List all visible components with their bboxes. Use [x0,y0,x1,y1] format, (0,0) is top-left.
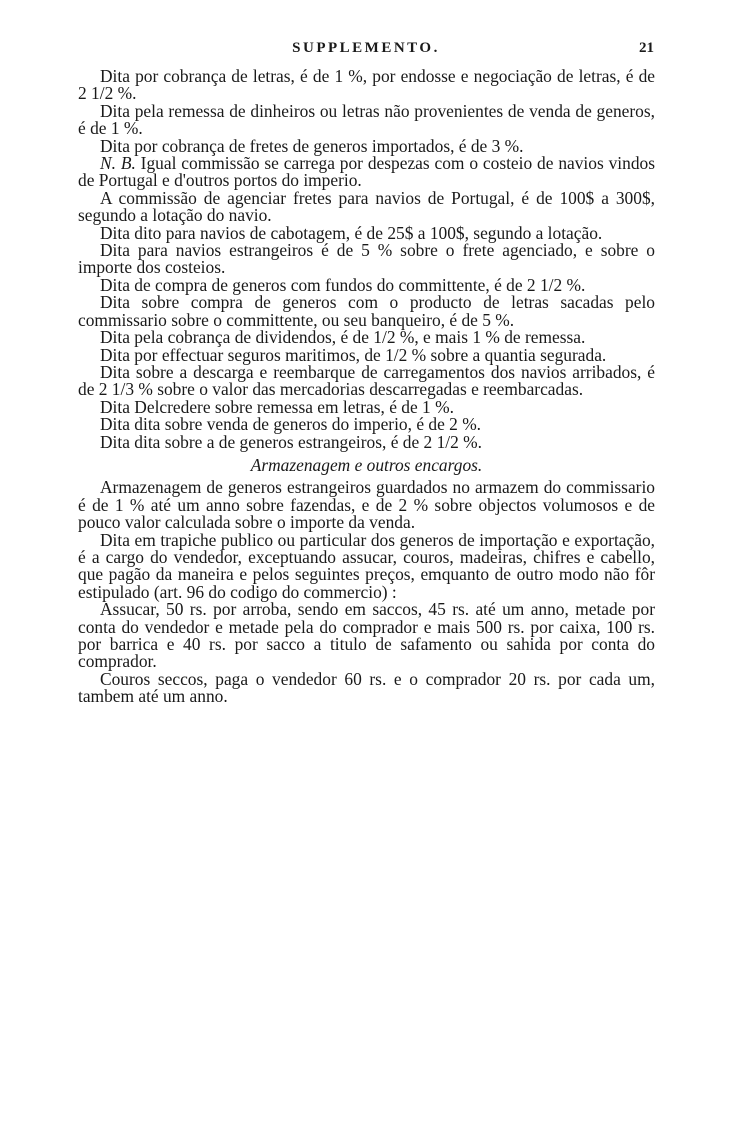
paragraph: Armazenagem de generos estrangeiros guardados no armazem do commissario é de 1 % até um anno sobre fazendas, e de 2 % sobre objectos volumosos e de pouco valor calculada sobre o importe da venda. [78,477,655,533]
paragraph: Couros seccos, paga o vendedor 60 rs. e o comprador 20 rs. por cada um, tambem até um anno. [78,668,655,707]
paragraph: Dita dita sobre a de generos estrangeiros, é de 2 1/2 %. [100,431,482,452]
paragraph: Dita em trapiche publico ou particular dos generos de importação e exportação, é a cargo do vendedor, exceptuando assucar, couros, madeiras, chifres e cabello, que pagão da maneira e pelos seguintes preços, emquanto de outro modo não fôr estipulado (art. 96 do codigo do commercio) : [78,529,655,602]
paragraph: A commissão de agenciar fretes para navios de Portugal, é de 100$ a 300$, segundo a lotação do navio. [78,187,655,226]
paragraph: Assucar, 50 rs. por arroba, sendo em saccos, 45 rs. até um anno, metade por conta do vendedor e metade pela do comprador e mais 500 rs. por caixa, 100 rs. por barrica e 40 rs. por sacco a titulo de safamento ou sahida por conta do comprador. [78,599,655,672]
note-label: N. B. [100,153,136,174]
paragraph: Dita dita sobre venda de generos do imperio, é de 2 %. [100,414,482,435]
paragraph: Dita para navios estrangeiros é de 5 % sobre o frete agenciado, e sobre o importe dos costeios. [78,240,655,278]
paragraph: Dita por effectuar seguros maritimos, de 1/2 % sobre a quantia segurada. [100,344,607,365]
body-text [78,68,655,706]
paragraph: Dita por cobrança de letras, é de 1 %, por endosse e negociação de letras, é de 2 1/2 %. [78,66,655,104]
running-title: SUPPLEMENTO. [292,40,440,56]
note-paragraph [78,155,655,190]
paragraph: Dita de compra de generos com fundos do committente, é de 2 1/2 %. [100,274,586,295]
paragraph: Dita sobre compra de generos com o producto de letras sacadas pelo commissario sobre o committente, ou seu banqueiro, é de 5 %. [78,292,655,330]
paragraph: Dita Delcredere sobre remessa em letras, é de 1 %. [100,396,454,417]
paragraph: Dita pela remessa de dinheiros ou letras não provenientes de venda de generos, é de 1 %. [78,100,655,139]
note-text: Igual commissão se carrega por despezas com o costeio de navios vindos de Portugal e d'outros portos do imperio. [78,153,655,191]
paragraph: Dita pela cobrança de dividendos, é de 1/2 %, e mais 1 % de remessa. [100,327,586,348]
page-header [78,40,654,64]
section-title: Armazenagem e outros encargos. [250,454,483,475]
paragraph: Dita sobre a descarga e reembarque de carregamentos dos navios arribados, é de 2 1/3 % sobre o valor das mercadorias descarregadas e reembarcadas. [78,361,655,400]
paragraph: Dita dito para navios de cabotagem, é de 25$ a 100$, segundo a lotação. [100,222,603,243]
page-number: 21 [639,40,654,56]
paragraph: Dita por cobrança de fretes de generos importados, é de 3 %. [100,135,524,156]
